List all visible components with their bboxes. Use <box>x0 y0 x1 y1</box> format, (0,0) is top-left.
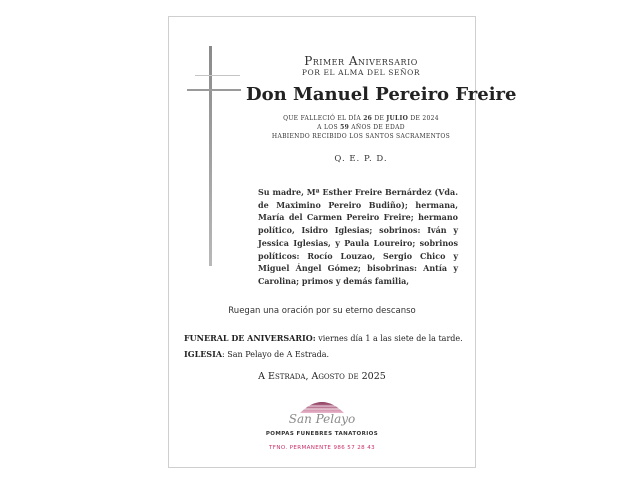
funeral-text: viernes día 1 a las siete de la tarde. <box>315 334 463 343</box>
prayer-request: Ruegan una oración por su eterno descanso <box>228 306 416 316</box>
qepd: Q. E. P. D. <box>334 154 388 164</box>
church-text: : San Pelayo de A Estrada. <box>222 350 330 359</box>
cross-horizontal <box>187 89 241 91</box>
funeral-info <box>184 333 463 343</box>
death-date-line: QUE FALLECIÓ EL DÍA 26 DE JULIO DE 2024 <box>283 115 439 122</box>
church-label: IGLESIA <box>184 349 223 359</box>
phone-number: TFNO. PERMANENTE 986 57 28 43 <box>269 445 375 451</box>
family-paragraph: Su madre, Mª Esther Freire Bernárdez (Vda. de Maximino Pereiro Budiño); hermana, María del Carmen Pereiro Freire; hermano político, Isidro Iglesias; sobrinos: Iván y Jessica Iglesias, y Paula Loureiro; sobrinos políticos: Rocío Louzao, Sergio Chico y Miguel Ángel Gómez; bisobrinas: Antía y Carolina; primos y demás familia, <box>258 187 458 286</box>
anniversary-subtitle: POR EL ALMA DEL SEÑOR <box>301 68 421 77</box>
company-name: POMPAS FUNEBRES TANATORIOS <box>265 431 379 437</box>
sacraments-line: HABIENDO RECIBIDO LOS SANTOS SACRAMENTOS <box>271 133 451 140</box>
cross-vertical <box>209 46 212 266</box>
church-info <box>184 349 329 359</box>
anniversary-title: Primer Aniversario <box>304 54 418 68</box>
cross-horizontal-shadow <box>195 75 240 76</box>
logo-text: San Pelayo <box>288 412 356 426</box>
funeral-label: FUNERAL DE ANIVERSARIO: <box>184 333 316 343</box>
place-date: A Estrada, Agosto de 2025 <box>258 371 386 382</box>
deceased-name: Don Manuel Pereiro Freire <box>246 84 517 105</box>
san-pelayo-logo <box>282 393 362 431</box>
age-line: A LOS 59 AÑOS DE EDAD <box>317 124 405 131</box>
